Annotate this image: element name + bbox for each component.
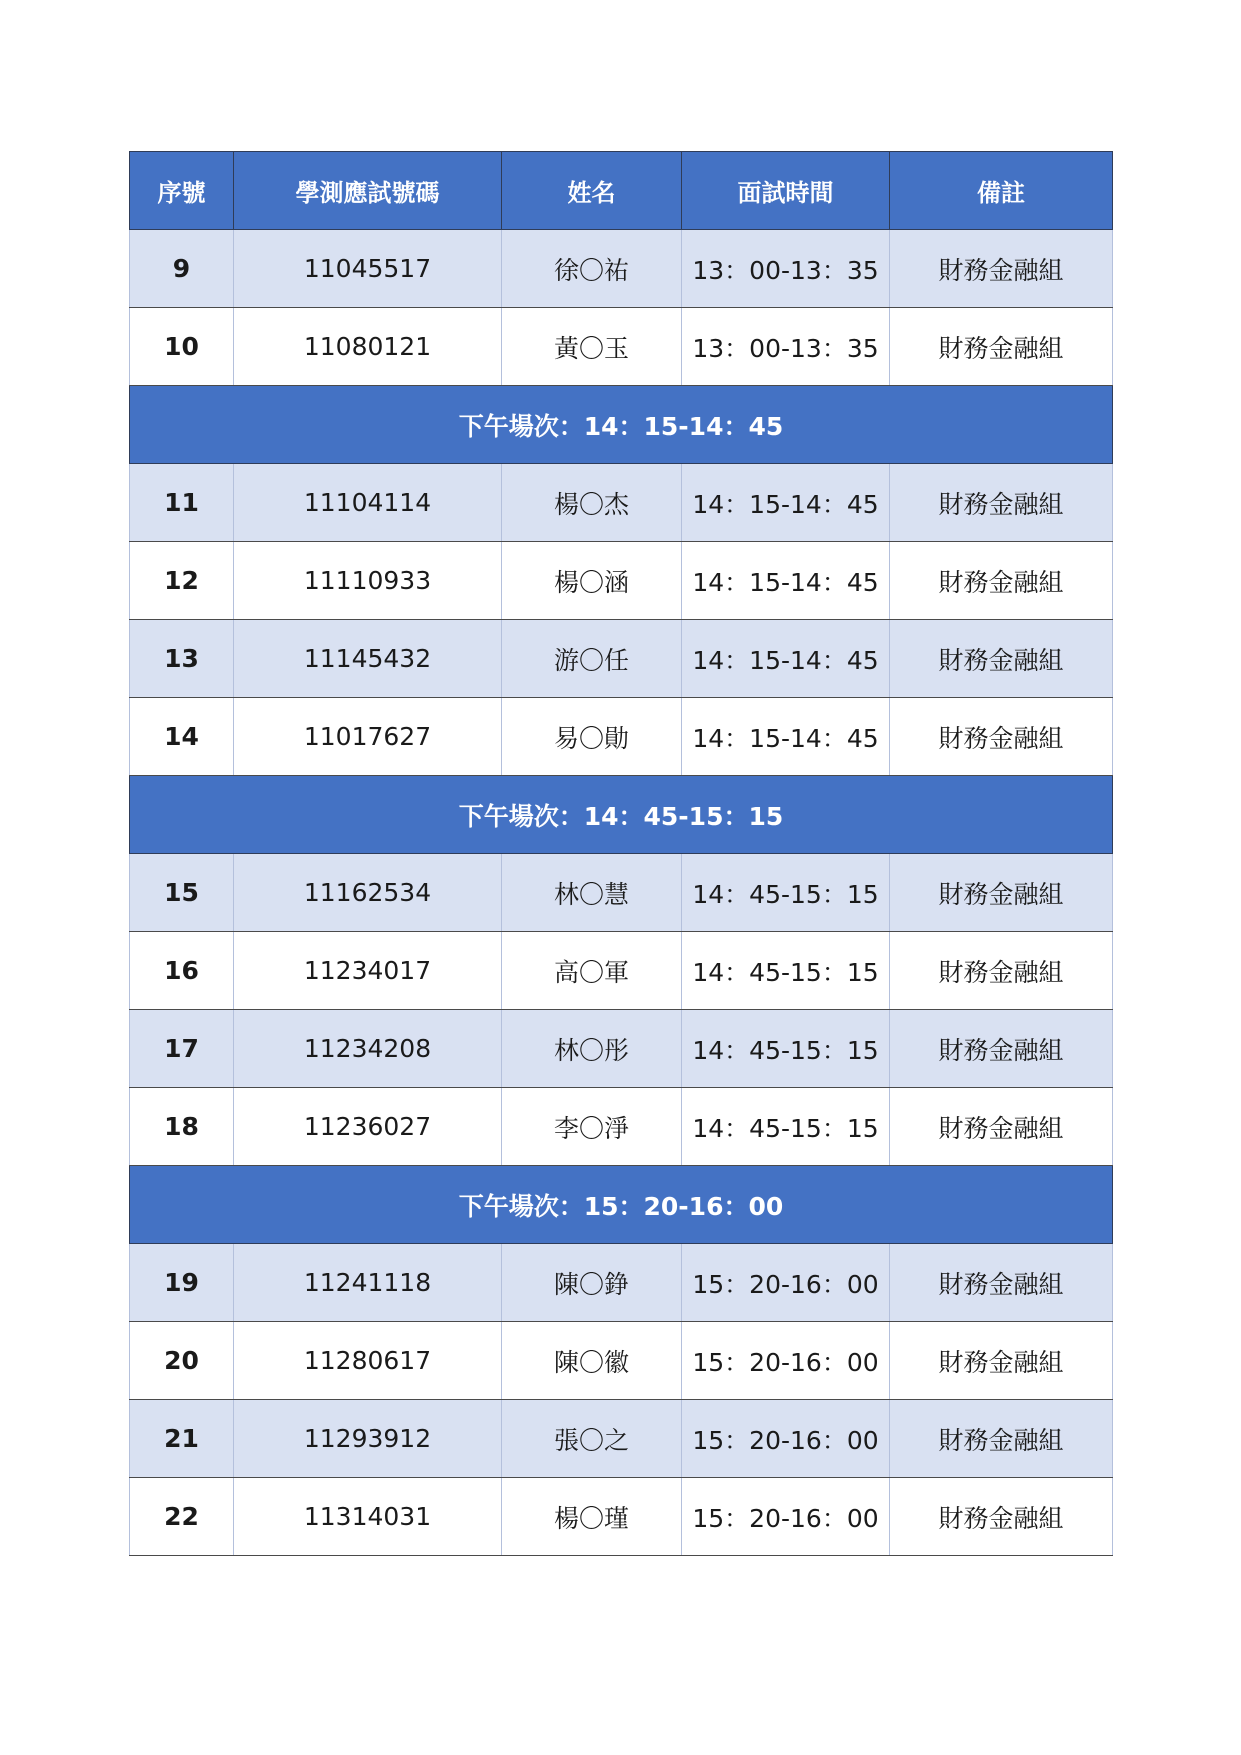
table-row	[130, 932, 1113, 1010]
name-cell: 黃〇玉	[502, 308, 682, 386]
header-note: 備註	[890, 152, 1113, 230]
interview-table	[129, 151, 1113, 1556]
seq-cell: 15	[130, 854, 234, 932]
note-cell: 財務金融組	[890, 464, 1113, 542]
session-row	[130, 1166, 1113, 1244]
header-row	[130, 152, 1113, 230]
exam-number-cell: 11110933	[234, 542, 502, 620]
note-cell: 財務金融組	[890, 1010, 1113, 1088]
table-row	[130, 1400, 1113, 1478]
interview-time-cell: 14：45-15：15	[682, 932, 890, 1010]
name-cell: 高〇軍	[502, 932, 682, 1010]
table-row	[130, 1088, 1113, 1166]
name-cell: 林〇彤	[502, 1010, 682, 1088]
name-cell: 張〇之	[502, 1400, 682, 1478]
table-body	[130, 230, 1113, 1556]
note-cell: 財務金融組	[890, 1478, 1113, 1556]
interview-time-cell: 14：15-14：45	[682, 464, 890, 542]
name-cell: 易〇勛	[502, 698, 682, 776]
interview-time-cell: 14：15-14：45	[682, 698, 890, 776]
interview-time-cell: 15：20-16：00	[682, 1400, 890, 1478]
exam-number-cell: 11234017	[234, 932, 502, 1010]
table-row	[130, 464, 1113, 542]
table-row	[130, 542, 1113, 620]
seq-cell: 12	[130, 542, 234, 620]
table-row	[130, 620, 1113, 698]
name-cell: 陳〇徽	[502, 1322, 682, 1400]
seq-cell: 20	[130, 1322, 234, 1400]
interview-time-cell: 14：15-14：45	[682, 542, 890, 620]
exam-number-cell: 11162534	[234, 854, 502, 932]
exam-number-cell: 11145432	[234, 620, 502, 698]
table-row	[130, 230, 1113, 308]
seq-cell: 13	[130, 620, 234, 698]
seq-cell: 18	[130, 1088, 234, 1166]
exam-number-cell: 11234208	[234, 1010, 502, 1088]
note-cell: 財務金融組	[890, 1322, 1113, 1400]
header-name: 姓名	[502, 152, 682, 230]
interview-time-cell: 15：20-16：00	[682, 1322, 890, 1400]
table-row	[130, 1478, 1113, 1556]
table-row	[130, 1322, 1113, 1400]
note-cell: 財務金融組	[890, 932, 1113, 1010]
note-cell: 財務金融組	[890, 620, 1113, 698]
seq-cell: 10	[130, 308, 234, 386]
name-cell: 徐〇祐	[502, 230, 682, 308]
table-row	[130, 1010, 1113, 1088]
exam-number-cell: 11293912	[234, 1400, 502, 1478]
seq-cell: 17	[130, 1010, 234, 1088]
exam-number-cell: 11236027	[234, 1088, 502, 1166]
name-cell: 楊〇涵	[502, 542, 682, 620]
session-row	[130, 776, 1113, 854]
note-cell: 財務金融組	[890, 542, 1113, 620]
name-cell: 陳〇錚	[502, 1244, 682, 1322]
exam-number-cell: 11241118	[234, 1244, 502, 1322]
table-row	[130, 698, 1113, 776]
session-label: 下午場次：14：15-14：45	[130, 386, 1113, 464]
name-cell: 李〇淨	[502, 1088, 682, 1166]
exam-number-cell: 11280617	[234, 1322, 502, 1400]
exam-number-cell: 11104114	[234, 464, 502, 542]
note-cell: 財務金融組	[890, 1400, 1113, 1478]
note-cell: 財務金融組	[890, 698, 1113, 776]
seq-cell: 19	[130, 1244, 234, 1322]
session-label: 下午場次：14：45-15：15	[130, 776, 1113, 854]
note-cell: 財務金融組	[890, 854, 1113, 932]
exam-number-cell: 11017627	[234, 698, 502, 776]
name-cell: 游〇任	[502, 620, 682, 698]
note-cell: 財務金融組	[890, 1088, 1113, 1166]
seq-cell: 11	[130, 464, 234, 542]
exam-number-cell: 11045517	[234, 230, 502, 308]
seq-cell: 21	[130, 1400, 234, 1478]
session-row	[130, 386, 1113, 464]
name-cell: 楊〇瑾	[502, 1478, 682, 1556]
name-cell: 楊〇杰	[502, 464, 682, 542]
table-row	[130, 1244, 1113, 1322]
note-cell: 財務金融組	[890, 230, 1113, 308]
interview-time-cell: 14：45-15：15	[682, 854, 890, 932]
seq-cell: 16	[130, 932, 234, 1010]
interview-time-cell: 14：45-15：15	[682, 1088, 890, 1166]
interview-time-cell: 14：15-14：45	[682, 620, 890, 698]
name-cell: 林〇慧	[502, 854, 682, 932]
seq-cell: 22	[130, 1478, 234, 1556]
header-seq: 序號	[130, 152, 234, 230]
session-label: 下午場次：15：20-16：00	[130, 1166, 1113, 1244]
table-row	[130, 308, 1113, 386]
table-row	[130, 854, 1113, 932]
exam-number-cell: 11080121	[234, 308, 502, 386]
seq-cell: 9	[130, 230, 234, 308]
header-exam-number: 學測應試號碼	[234, 152, 502, 230]
note-cell: 財務金融組	[890, 308, 1113, 386]
seq-cell: 14	[130, 698, 234, 776]
interview-time-cell: 15：20-16：00	[682, 1244, 890, 1322]
interview-time-cell: 13：00-13：35	[682, 308, 890, 386]
interview-schedule	[129, 151, 1112, 1556]
header-interview-time: 面試時間	[682, 152, 890, 230]
exam-number-cell: 11314031	[234, 1478, 502, 1556]
interview-time-cell: 15：20-16：00	[682, 1478, 890, 1556]
interview-time-cell: 14：45-15：15	[682, 1010, 890, 1088]
note-cell: 財務金融組	[890, 1244, 1113, 1322]
interview-time-cell: 13：00-13：35	[682, 230, 890, 308]
